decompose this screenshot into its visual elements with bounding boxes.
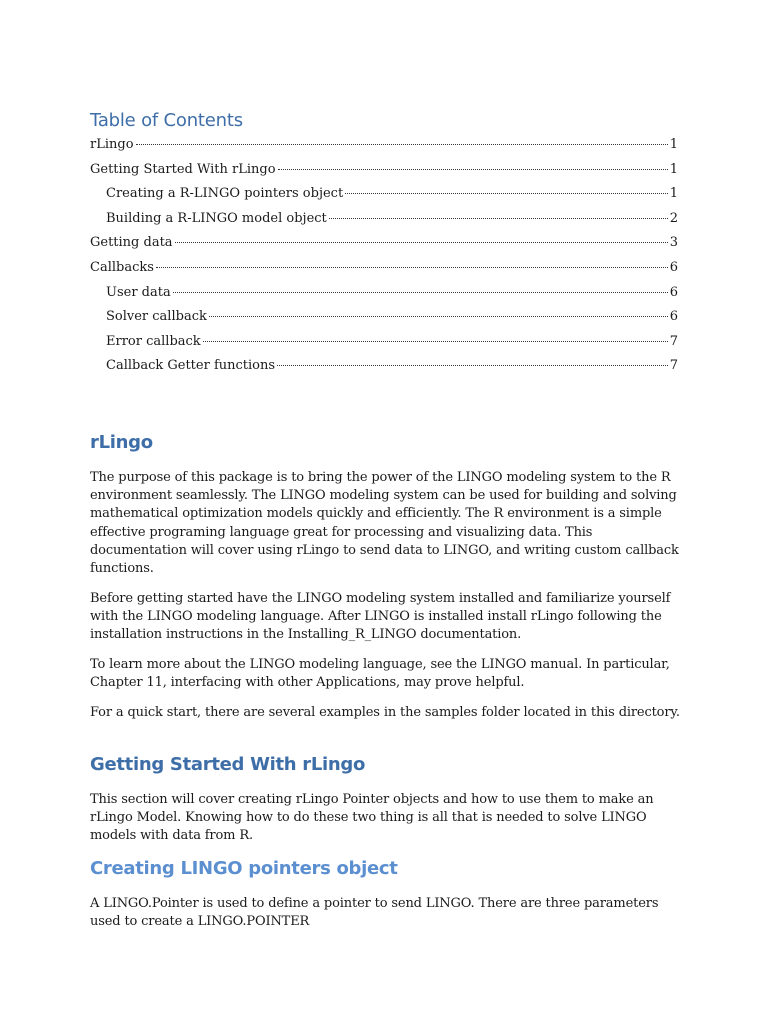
toc-entry-text: Callbacks <box>90 259 154 275</box>
toc-entry-page: 1 <box>669 161 678 177</box>
toc-entry[interactable] <box>90 333 678 358</box>
toc-entry-page: 7 <box>669 358 678 374</box>
toc-entry[interactable] <box>90 161 678 186</box>
toc-entry[interactable] <box>90 234 678 259</box>
toc-dot-leader <box>345 192 668 194</box>
toc-entry-text: Getting Started With rLingo <box>90 161 276 177</box>
toc-entry-page: 6 <box>669 309 678 325</box>
toc-dot-leader <box>209 315 668 317</box>
toc-entry-page: 6 <box>669 284 678 300</box>
toc-entry[interactable] <box>90 185 678 210</box>
toc-entry-text: Solver callback <box>106 309 207 325</box>
toc-entry-page: 2 <box>669 210 678 226</box>
toc-entry[interactable] <box>90 210 678 235</box>
toc-title: Table of Contents <box>90 110 243 131</box>
toc-dot-leader <box>175 241 668 243</box>
toc-entry-page: 1 <box>669 137 678 152</box>
toc-dot-leader <box>173 291 668 293</box>
toc-dot-leader <box>329 217 668 219</box>
toc-entry-page: 3 <box>669 235 678 251</box>
table-of-contents <box>90 136 678 382</box>
toc-entry-text: Building a R-LINGO model object <box>106 210 327 226</box>
toc-entry-text: rLingo <box>90 137 134 152</box>
section-heading-rlingo: rLingo <box>90 432 153 453</box>
toc-entry-text: Getting data <box>90 235 173 251</box>
paragraph: Before getting started have the LINGO modeling system installed and familiarize yourself with the LINGO modeling language. After LINGO is installed install rLingo following the installation instructions in the Installing_R_LINGO documentation. <box>90 591 671 643</box>
toc-entry-text: Creating a R-LINGO pointers object <box>106 186 344 202</box>
paragraph: For a quick start, there are several examples in the samples folder located in this directory. <box>90 705 680 720</box>
toc-entry-text: User data <box>106 284 171 300</box>
toc-entry[interactable] <box>90 136 678 161</box>
toc-entry[interactable] <box>90 308 678 333</box>
toc-entry[interactable] <box>90 259 678 284</box>
subsection-heading-creating-pointers: Creating LINGO pointers object <box>90 858 398 879</box>
section-heading-getting-started: Getting Started With rLingo <box>90 754 366 775</box>
paragraph: This section will cover creating rLingo Pointer objects and how to use them to make an rLingo Model. Knowing how to do these two thing is all that is needed to solve LINGO models with data from R. <box>90 792 654 844</box>
toc-dot-leader <box>156 266 668 268</box>
toc-entry[interactable] <box>90 357 678 382</box>
toc-entry[interactable] <box>90 284 678 309</box>
paragraph: A LINGO.Pointer is used to define a pointer to send LINGO. There are three parameters used to create a LINGO.POINTER <box>90 896 659 930</box>
toc-entry-text: Callback Getter functions <box>106 358 276 374</box>
paragraph: To learn more about the LINGO modeling language, see the LINGO manual. In particular, Chapter 11, interfacing with other Applications, may prove helpful. <box>90 657 670 691</box>
toc-entry-text: Error callback <box>106 333 201 349</box>
toc-dot-leader <box>203 340 668 342</box>
toc-entry-page: 1 <box>669 186 678 202</box>
toc-entry-page: 6 <box>669 259 678 275</box>
paragraph: The purpose of this package is to bring the power of the LINGO modeling system to the R environment seamlessly. The LINGO modeling system can be used for building and solving mathematical optimization models quickly and efficiently. The R environment is a simple effective programing language great for processing and visualizing data. This documentation will cover using rLingo to send data to LINGO, and writing custom callback functions. <box>90 470 679 577</box>
toc-entry-page: 7 <box>669 333 678 349</box>
toc-dot-leader <box>278 168 668 170</box>
toc-dot-leader <box>136 143 668 145</box>
toc-dot-leader <box>277 364 668 366</box>
